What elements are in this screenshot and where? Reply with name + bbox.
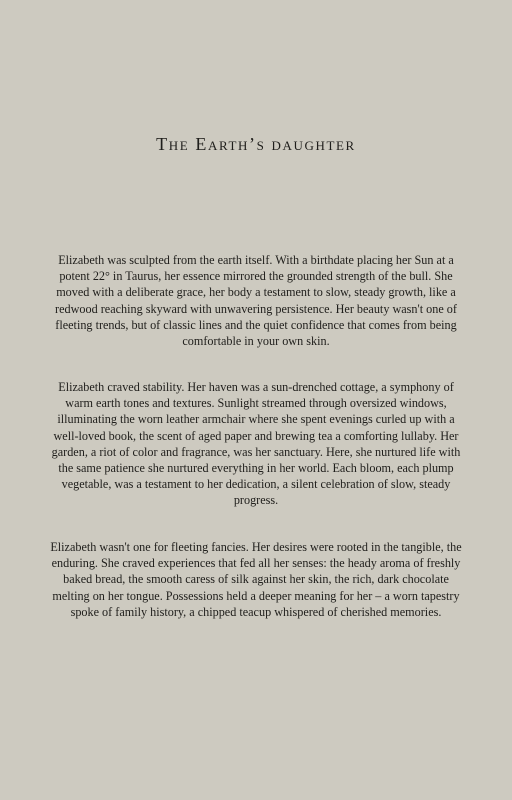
paragraph-2: Elizabeth craved stability. Her haven was a sun-drenched cottage, a symphony of warm earth tones and textures. Sunlight streamed through oversized windows, illuminating the worn leather armchair where she spent evenings curled up with a well-loved book, the scent of aged paper and brewing tea a comforting lullaby. Her garden, a riot of color and fragrance, was her sanctuary. Here, she nurtured life with the same patience she nurtured everything in her world. Each bloom, each plump vegetable, was a testament to her dedication, a silent celebration of slow, steady progress. xyxy=(51,380,461,508)
paragraph-1: Elizabeth was sculpted from the earth itself. With a birthdate placing her Sun at a potent 22° in Taurus, her essence mirrored the grounded strength of the bull. She moved with a deliberate grace, her body a testament to slow, steady growth, like a redwood reaching skyward with unwavering persistence. Her beauty wasn't one of fleeting trends, but of classic lines and the quiet confidence that comes from being comfortable in your own skin. xyxy=(55,253,457,349)
chapter-title: The Earth’s daughter xyxy=(156,134,356,154)
paragraph-3: Elizabeth wasn't one for fleeting fancies. Her desires were rooted in the tangible, the enduring. She craved experiences that fed all her senses: the heady aroma of freshly baked bread, the smooth caress of silk against her skin, the rich, dark chocolate melting on her tongue. Possessions held a deeper meaning for her – a worn tapestry spoke of family history, a chipped teacup whispered of cherished memories. xyxy=(50,540,462,619)
